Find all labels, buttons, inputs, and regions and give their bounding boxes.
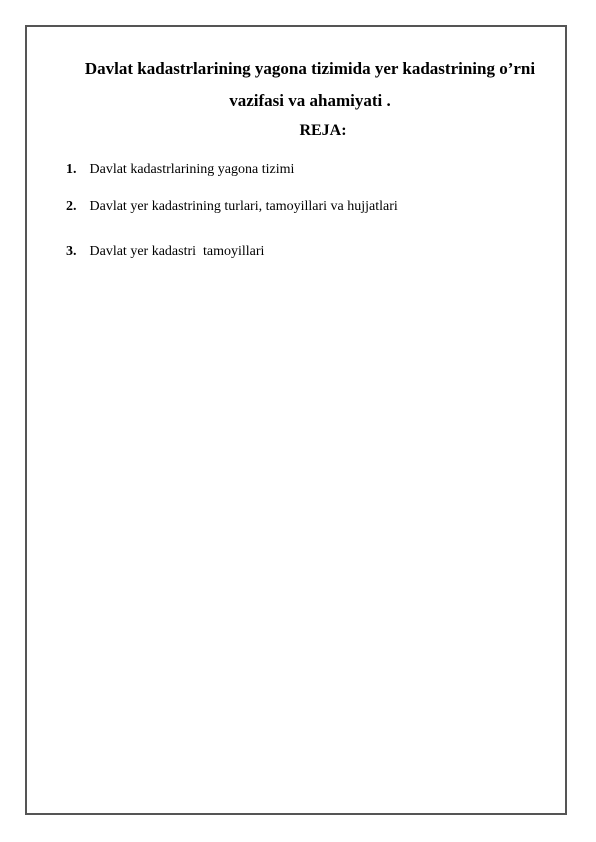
plan-item-number: 3. xyxy=(66,244,77,259)
plan-item xyxy=(66,199,398,215)
page-border xyxy=(25,25,567,815)
plan-item-text: Davlat yer kadastrining turlari, tamoyillari va hujjatlari xyxy=(89,199,398,214)
document-title-line-1: Davlat kadastrlarining yagona tizimida yer kadastrining o’rni xyxy=(84,59,536,78)
plan-item xyxy=(66,162,294,178)
plan-item-text: Davlat kadastrlarining yagona tizimi xyxy=(89,162,295,177)
plan-heading: REJA: xyxy=(299,122,347,139)
plan-item-number: 2. xyxy=(66,199,77,214)
document-title-line-2: vazifasi va ahamiyati . xyxy=(229,91,391,110)
plan-item xyxy=(66,244,264,260)
plan-item-number: 1. xyxy=(66,162,77,177)
plan-item-text: Davlat yer kadastri tamoyillari xyxy=(89,244,265,259)
